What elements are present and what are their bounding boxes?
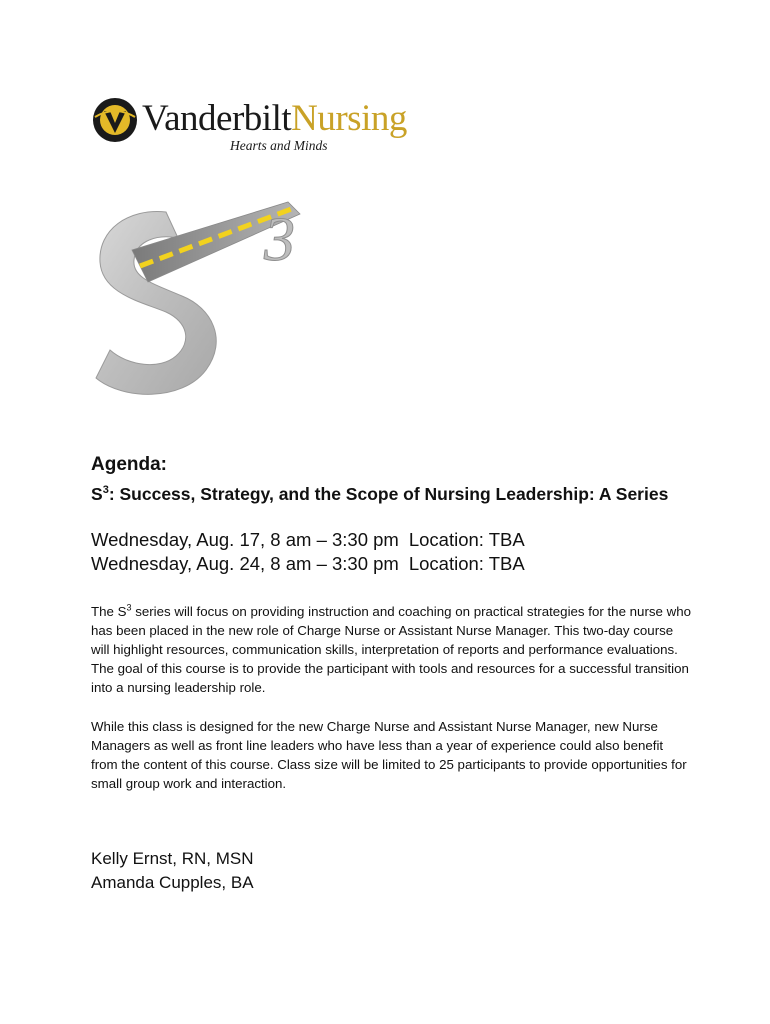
agenda-block [91,452,711,506]
logo-word-vanderbilt: Vanderbilt [142,98,292,139]
s3-road-logo-icon [88,190,338,400]
session-when: Wednesday, Aug. 17, 8 am – 3:30 pm [91,529,399,550]
logo-word-nursing: Nursing [291,98,407,139]
session-row [91,552,711,576]
logo-tagline: Hearts and Minds [230,138,328,153]
signer-name: Kelly Ernst, RN, MSN [91,849,254,868]
session-list [91,528,711,576]
session-location: Location: TBA [408,529,525,550]
signer-name: Amanda Cupples, BA [91,873,254,892]
course-title-rest: : Success, Strategy, and the Scope of Nursing Leadership: A Series [108,483,669,504]
vanderbilt-seal-icon [92,97,138,143]
description-rest: series will focus on providing instruction and coaching on practical strategies for the nurse who has been placed in the new role of Charge Nurse or Assistant Nurse Manager. This two-day course will highlight resources, communication skills, interpretation of reports and performance evaluations. The goal of this course is to provide the participant with tools and resources for a successful transition into a nursing leadership role. [91,604,692,695]
session-location: Location: TBA [408,553,525,574]
audience-paragraph: While this class is designed for the new Charge Nurse and Assistant Nurse Manager, new Nurse Managers as well as front line leaders who have less than a year of experience could also benefit from the content of this course. Class size will be limited to 25 participants to provide opportunities for small group work and interaction. [91,719,687,791]
description-prefix: The S [91,604,127,619]
vanderbilt-nursing-logo [92,95,422,157]
description-exponent: 3 [126,602,132,613]
course-title [91,478,711,506]
signer-list [91,847,254,895]
course-title-exponent: 3 [102,484,109,496]
course-title-prefix: S [91,483,103,504]
session-row [91,528,711,552]
logo-wordmark [142,95,407,143]
agenda-heading: Agenda: [91,454,167,475]
description-paragraph [91,602,691,697]
s3-exponent: 3 [264,206,295,274]
session-when: Wednesday, Aug. 24, 8 am – 3:30 pm [91,553,399,574]
